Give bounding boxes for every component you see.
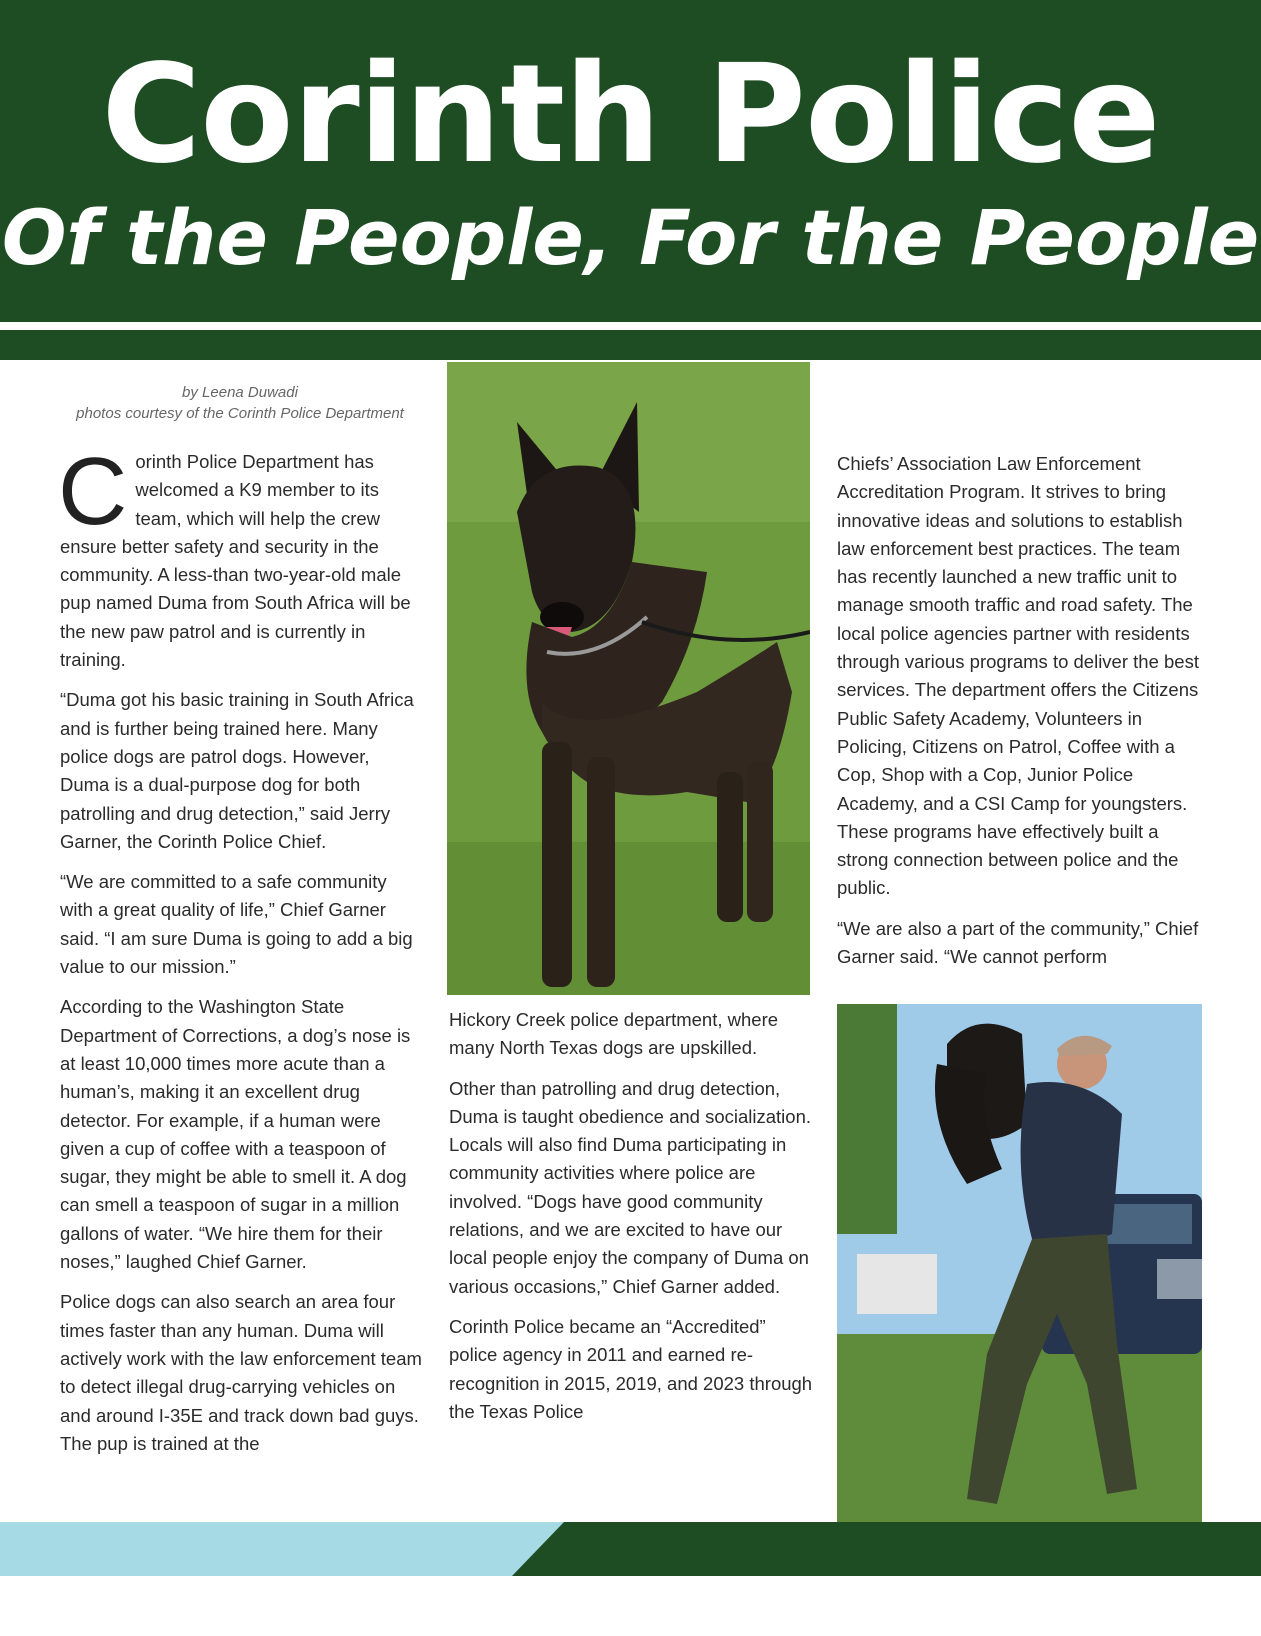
page-title: Corinth Police	[101, 36, 1160, 194]
dog-photo	[447, 362, 810, 995]
byline	[60, 382, 420, 424]
page-subtitle: Of the People, For the People	[1, 193, 1260, 282]
footer-dark-band	[512, 1522, 1261, 1576]
header-band	[0, 330, 1261, 360]
paragraph: According to the Washington State Department of Corrections, a dog’s nose is at least 10,000 times more acute than a human’s, making it an excellent drug detector. For example, if a human were given a cup of coffee with a teaspoon of sugar, they might be able to smell it. A dog can smell a teaspoon of sugar in a million gallons of water. “We hire them for their noses,” laughed Chief Garner.	[60, 996, 411, 1273]
paragraph: Corinth Police became an “Accredited” police agency in 2011 and earned re-recognition in 2015, 2019, and 2023 through the Texas Police	[449, 1315, 813, 1422]
paragraph: “Duma got his basic training in South Africa and is further being trained here. Many police dogs are patrol dogs. However, Duma is a dual-purpose dog for both patrolling and drug detection,” said Jerry Garner, the Corinth Police Chief.	[60, 689, 414, 852]
byline-photo-credit: photos courtesy of the Corinth Police Department	[76, 405, 404, 422]
article-column-2	[449, 1006, 814, 1438]
dog-illustration	[447, 362, 810, 995]
paragraph: “We are committed to a safe community with a great quality of life,” Chief Garner said. “I am sure Duma is going to add a big value to our mission.”	[60, 871, 413, 978]
article-column-3	[837, 450, 1202, 983]
paragraph-text: orinth Police Department has welcomed a K9 member to its team, which will help the crew ensure better safety and security in the community. A less-than two-year-old male pup named Duma from South Africa will be the new paw patrol and is currently in training.	[60, 451, 411, 671]
paragraph: Other than patrolling and drug detection, Duma is taught obedience and socialization. Locals will also find Duma participating in community activities where police are involved. “Dogs have good community relations, and we are excited to have our local people enjoy the company of Duma on various occasions,” Chief Garner added.	[449, 1077, 812, 1297]
officer-illustration	[837, 1004, 1202, 1522]
drop-cap: C	[58, 438, 128, 545]
byline-author: by Leena Duwadi	[182, 384, 298, 401]
paragraph: Police dogs can also search an area four times faster than any human. Duma will actively work with the law enforcement team to detect illegal drug-carrying vehicles on and around I-35E and track down bad guys. The pup is trained at the	[60, 1291, 422, 1454]
article-column-1	[58, 438, 422, 1470]
paragraph: “We are also a part of the community,” Chief Garner said. “We cannot perform	[837, 917, 1199, 968]
paragraph: Chiefs’ Association Law Enforcement Accreditation Program. It strives to bring innovative ideas and solutions to establish law enforcement best practices. The team has recently launched a new traffic unit to manage smooth traffic and road safety. The local police agencies partner with residents through various programs to deliver the best services. The department offers the Citizens Public Safety Academy, Volunteers in Policing, Citizens on Patrol, Coffee with a Cop, Shop with a Cop, Junior Police Academy, and a CSI Camp for youngsters. These programs have effectively built a strong connection between police and the public.	[837, 453, 1199, 899]
officer-with-dog-photo	[837, 1004, 1202, 1522]
paragraph: Hickory Creek police department, where many North Texas dogs are upskilled.	[449, 1009, 779, 1059]
header-divider	[0, 322, 1261, 330]
paragraph	[58, 438, 422, 674]
